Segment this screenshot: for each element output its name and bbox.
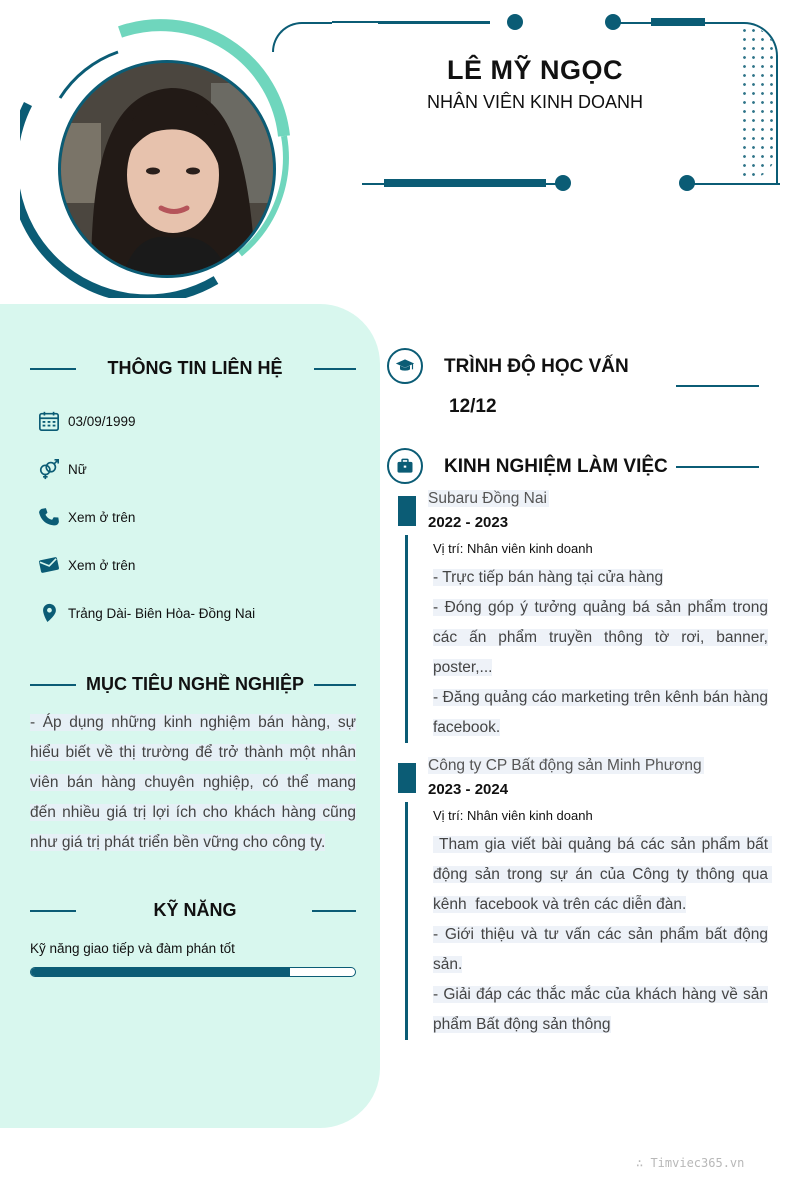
- contact-phone: [38, 506, 135, 528]
- graduation-cap-icon: [395, 356, 415, 376]
- education-badge: [387, 348, 423, 384]
- section-rule: [314, 368, 356, 370]
- section-rule: [30, 684, 76, 686]
- header-dot: [555, 175, 571, 191]
- job-position: Vị trí: Nhân viên kinh doanh: [433, 541, 593, 556]
- job-company-value: Subaru Đồng Nai: [428, 490, 547, 507]
- contact-phone-value: Xem ở trên: [68, 509, 136, 525]
- header-dot: [679, 175, 695, 191]
- contact-birthday: [38, 410, 136, 432]
- job-description: [433, 830, 773, 1040]
- objective-heading: MỤC TIÊU NGHỀ NGHIỆP: [85, 674, 304, 694]
- watermark-text: Timviec365.vn: [650, 1156, 745, 1170]
- briefcase-icon: [395, 456, 415, 476]
- contact-address-value: Trảng Dài- Biên Hòa- Đồng Nai: [68, 605, 256, 621]
- job-company: [428, 757, 704, 775]
- contact-gender: [38, 458, 87, 480]
- section-rule: [314, 684, 356, 686]
- skills-heading: KỸ NĂNG: [153, 900, 237, 920]
- job-period: 2022 - 2023: [428, 514, 509, 531]
- job-description-line: - Đóng góp ý tưởng quảng bá sản phẩm trong các ấn phẩm truyền thông tờ rơi, banner, poster,...: [433, 599, 768, 676]
- job-company-value: Công ty CP Bất động sản Minh Phương: [428, 757, 702, 774]
- location-icon: [38, 602, 60, 624]
- skill-progress-fill: [31, 968, 290, 976]
- header-dot-pattern: [740, 26, 776, 180]
- header-line: [332, 21, 490, 23]
- job-description: [433, 563, 768, 743]
- job-timeline: [405, 802, 408, 1040]
- avatar-frame: [20, 18, 300, 298]
- candidate-job-title: NHÂN VIÊN KINH DOANH: [426, 92, 644, 112]
- header-bottom-bar: [384, 179, 546, 187]
- experience-heading: KINH NGHIỆM LÀM VIỆC: [444, 456, 668, 477]
- header-bottom-line: [690, 183, 780, 185]
- objective-text-value: - Áp dụng những kinh nghiệm bán hàng, sự hiểu biết về thị trường để trở thành một nhân viên bán hàng chuyên nghiệp, có thể mang đến nhiều giá trị lợi ích cho khách hàng cũng như giá trị phát triển bền vững cho công ty.: [30, 714, 356, 851]
- education-heading: TRÌNH ĐỘ HỌC VẤN: [444, 356, 629, 377]
- education-value: 12/12: [449, 396, 497, 417]
- section-rule: [30, 910, 76, 912]
- job-period: 2023 - 2024: [428, 781, 509, 798]
- job-company: [428, 490, 549, 508]
- section-rule: [312, 910, 356, 912]
- contact-email: [38, 554, 135, 576]
- section-rule: [676, 385, 759, 387]
- frame-gap: [520, 16, 610, 28]
- contact-address: [38, 602, 255, 624]
- job-timeline: [405, 535, 408, 743]
- job-description-line: - Giới thiệu và tư vấn các sản phẩm bất động sản.: [433, 926, 768, 973]
- contact-birthday-value: 03/09/1999: [68, 413, 136, 429]
- job-description-line: - Trực tiếp bán hàng tại cửa hàng: [433, 569, 664, 586]
- objective-text: [30, 708, 356, 858]
- skill-progress-bar: [30, 967, 356, 977]
- portrait-image: [61, 63, 276, 278]
- email-icon: [38, 554, 60, 576]
- header-bar: [651, 18, 705, 26]
- watermark: ∴ Timviec365.vn: [636, 1156, 745, 1170]
- skill-label: Kỹ năng giao tiếp và đàm phán tốt: [30, 941, 235, 956]
- header-dot: [507, 14, 523, 30]
- experience-badge: [387, 448, 423, 484]
- contact-heading: THÔNG TIN LIÊN HỆ: [107, 358, 283, 378]
- job-description-line: - Đăng quảng cáo marketing trên kênh bán hàng facebook.: [433, 689, 768, 736]
- job-position: Vị trí: Nhân viên kinh doanh: [433, 808, 593, 823]
- avatar: [58, 60, 276, 278]
- job-marker: [398, 496, 416, 526]
- phone-icon: [38, 506, 60, 528]
- header-dot: [605, 14, 621, 30]
- contact-email-value: Xem ở trên: [68, 557, 136, 573]
- job-description-line: - Giải đáp các thắc mắc của khách hàng về sản phẩm Bất động sản thông: [433, 986, 768, 1033]
- candidate-name: LÊ MỸ NGỌC: [446, 55, 623, 85]
- section-rule: [676, 466, 759, 468]
- job-description-line: Tham gia viết bài quảng bá các sản phẩm bất động sản trong sự án của Công ty thông qua kênh facebook và trên các diễn đàn.: [433, 836, 773, 913]
- section-rule: [30, 368, 76, 370]
- job-marker: [398, 763, 416, 793]
- gender-icon: [38, 458, 60, 480]
- calendar-icon: [38, 410, 60, 432]
- contact-gender-value: Nữ: [68, 461, 87, 477]
